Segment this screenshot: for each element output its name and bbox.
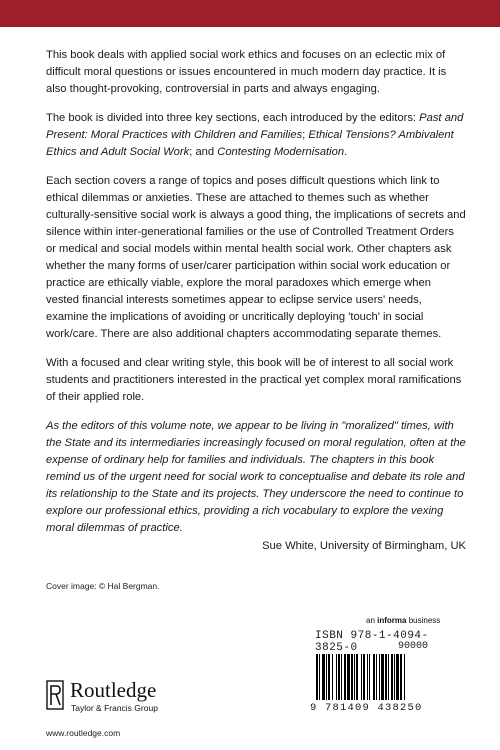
- barcode-bar: [351, 654, 353, 700]
- barcode-bar: [367, 654, 368, 700]
- barcode-bar: [381, 654, 384, 700]
- publisher-group: Taylor & Francis Group: [71, 703, 158, 713]
- sections-sep-1: ;: [302, 129, 309, 141]
- barcode-bar: [394, 654, 395, 700]
- ean-number: 9 781409 438250: [310, 702, 423, 714]
- barcode-bar: [322, 654, 325, 700]
- blurb-paragraph-2: [46, 110, 466, 161]
- barcode-bar: [319, 654, 320, 700]
- barcode-bar: [369, 654, 370, 700]
- section-title-3: Contesting Modernisation: [217, 146, 345, 158]
- barcode-bar: [326, 654, 327, 700]
- barcode-bar: [391, 654, 393, 700]
- barcode-bar: [344, 654, 346, 700]
- barcode-bar: [363, 654, 365, 700]
- barcode-bar: [316, 654, 318, 700]
- barcode-bar: [404, 654, 405, 700]
- sections-end: .: [344, 146, 348, 158]
- barcode-graphic: [314, 654, 444, 700]
- barcode-bar: [341, 654, 342, 700]
- publisher-website[interactable]: www.routledge.com: [46, 728, 121, 738]
- sections-sep-2: ; and: [189, 146, 218, 158]
- cover-image-credit: Cover image: © Hal Bergman.: [46, 581, 160, 591]
- endorsement-quote: As the editors of this volume note, we appear to be living in "moralized" times, with the State and its intermediaries increasingly focused on moral regulation, often at the expense of ordinary help for families and individuals. The chapters in this book remind us of the urgent need for social work to conceptualise and debate its role and its relationship to the State and its projects. They underscore the need to continue to explore our professional ethics, providing a rich vocabulary to explore the vexing moral dilemmas of practice.: [46, 420, 466, 534]
- blurb: [46, 47, 466, 555]
- sections-lead: The book is divided into three key sections, each introduced by the editors:: [46, 112, 420, 124]
- barcode-bar: [385, 654, 387, 700]
- isbn-text: ISBN 978-1-4094-3825-0: [315, 630, 429, 654]
- informa-tagline: [366, 616, 440, 625]
- barcode-bar: [373, 654, 375, 700]
- informa-suffix: business: [406, 616, 441, 625]
- blurb-paragraph-1: This book deals with applied social work ethics and focuses on an eclectic mix of difficult moral questions or issues encountered in much modern day practice. It is also thought-provoking, controversial in parts and always engaging.: [46, 49, 447, 95]
- barcode-bar: [376, 654, 377, 700]
- barcode-area: [310, 630, 448, 716]
- top-color-band: [0, 0, 500, 27]
- informa-prefix: an: [366, 616, 378, 625]
- barcode-bar: [332, 654, 333, 700]
- publisher-name: Routledge: [70, 678, 157, 702]
- barcode-bar: [328, 654, 330, 700]
- barcode-bar: [347, 654, 350, 700]
- barcode-bar: [400, 654, 402, 700]
- blurb-paragraph-3: Each section covers a range of topics and poses difficult questions which link to ethical dilemmas or anxieties. These are attached to themes such as whether culturally-sensitive social work is always a good thing, the implications of secrets and silence within inter-generational families or the use of Controlled Treatment Orders or medical and social models within mental health social work. Other chapters ask whether the many forms of user/carer participation within social work education or practice are ethically viable, explore the moral paradoxes which emerge when vested financial interests sometimes appear to eclipse service users' needs, examine the implications of avoiding or uncritically deploying 'touch' in social work/care. There are also additional chapters accommodating separate themes.: [46, 175, 466, 340]
- endorsement-attribution: Sue White, University of Birmingham, UK: [262, 540, 466, 552]
- barcode-bar: [379, 654, 380, 700]
- barcode-bar: [336, 654, 337, 700]
- price-code: 90000: [398, 641, 429, 652]
- section-title-2: Ethical Tensions? Ambivalent Ethics and Adult Social Work: [46, 129, 454, 158]
- barcode-bar: [388, 654, 389, 700]
- barcode-bar: [338, 654, 340, 700]
- routledge-mark-icon: [46, 680, 64, 710]
- barcode-bar: [396, 654, 399, 700]
- blurb-paragraph-4: With a focused and clear writing style, this book will be of interest to all social work students and practitioners interested in the practical yet complex moral ramifications of their applied role.: [46, 357, 462, 403]
- barcode-bar: [361, 654, 362, 700]
- section-title-1: Past and Present: Moral Practices with Children and Families: [46, 112, 464, 141]
- barcode-bar: [354, 654, 355, 700]
- informa-brand: informa: [377, 616, 407, 625]
- barcode-bar: [356, 654, 358, 700]
